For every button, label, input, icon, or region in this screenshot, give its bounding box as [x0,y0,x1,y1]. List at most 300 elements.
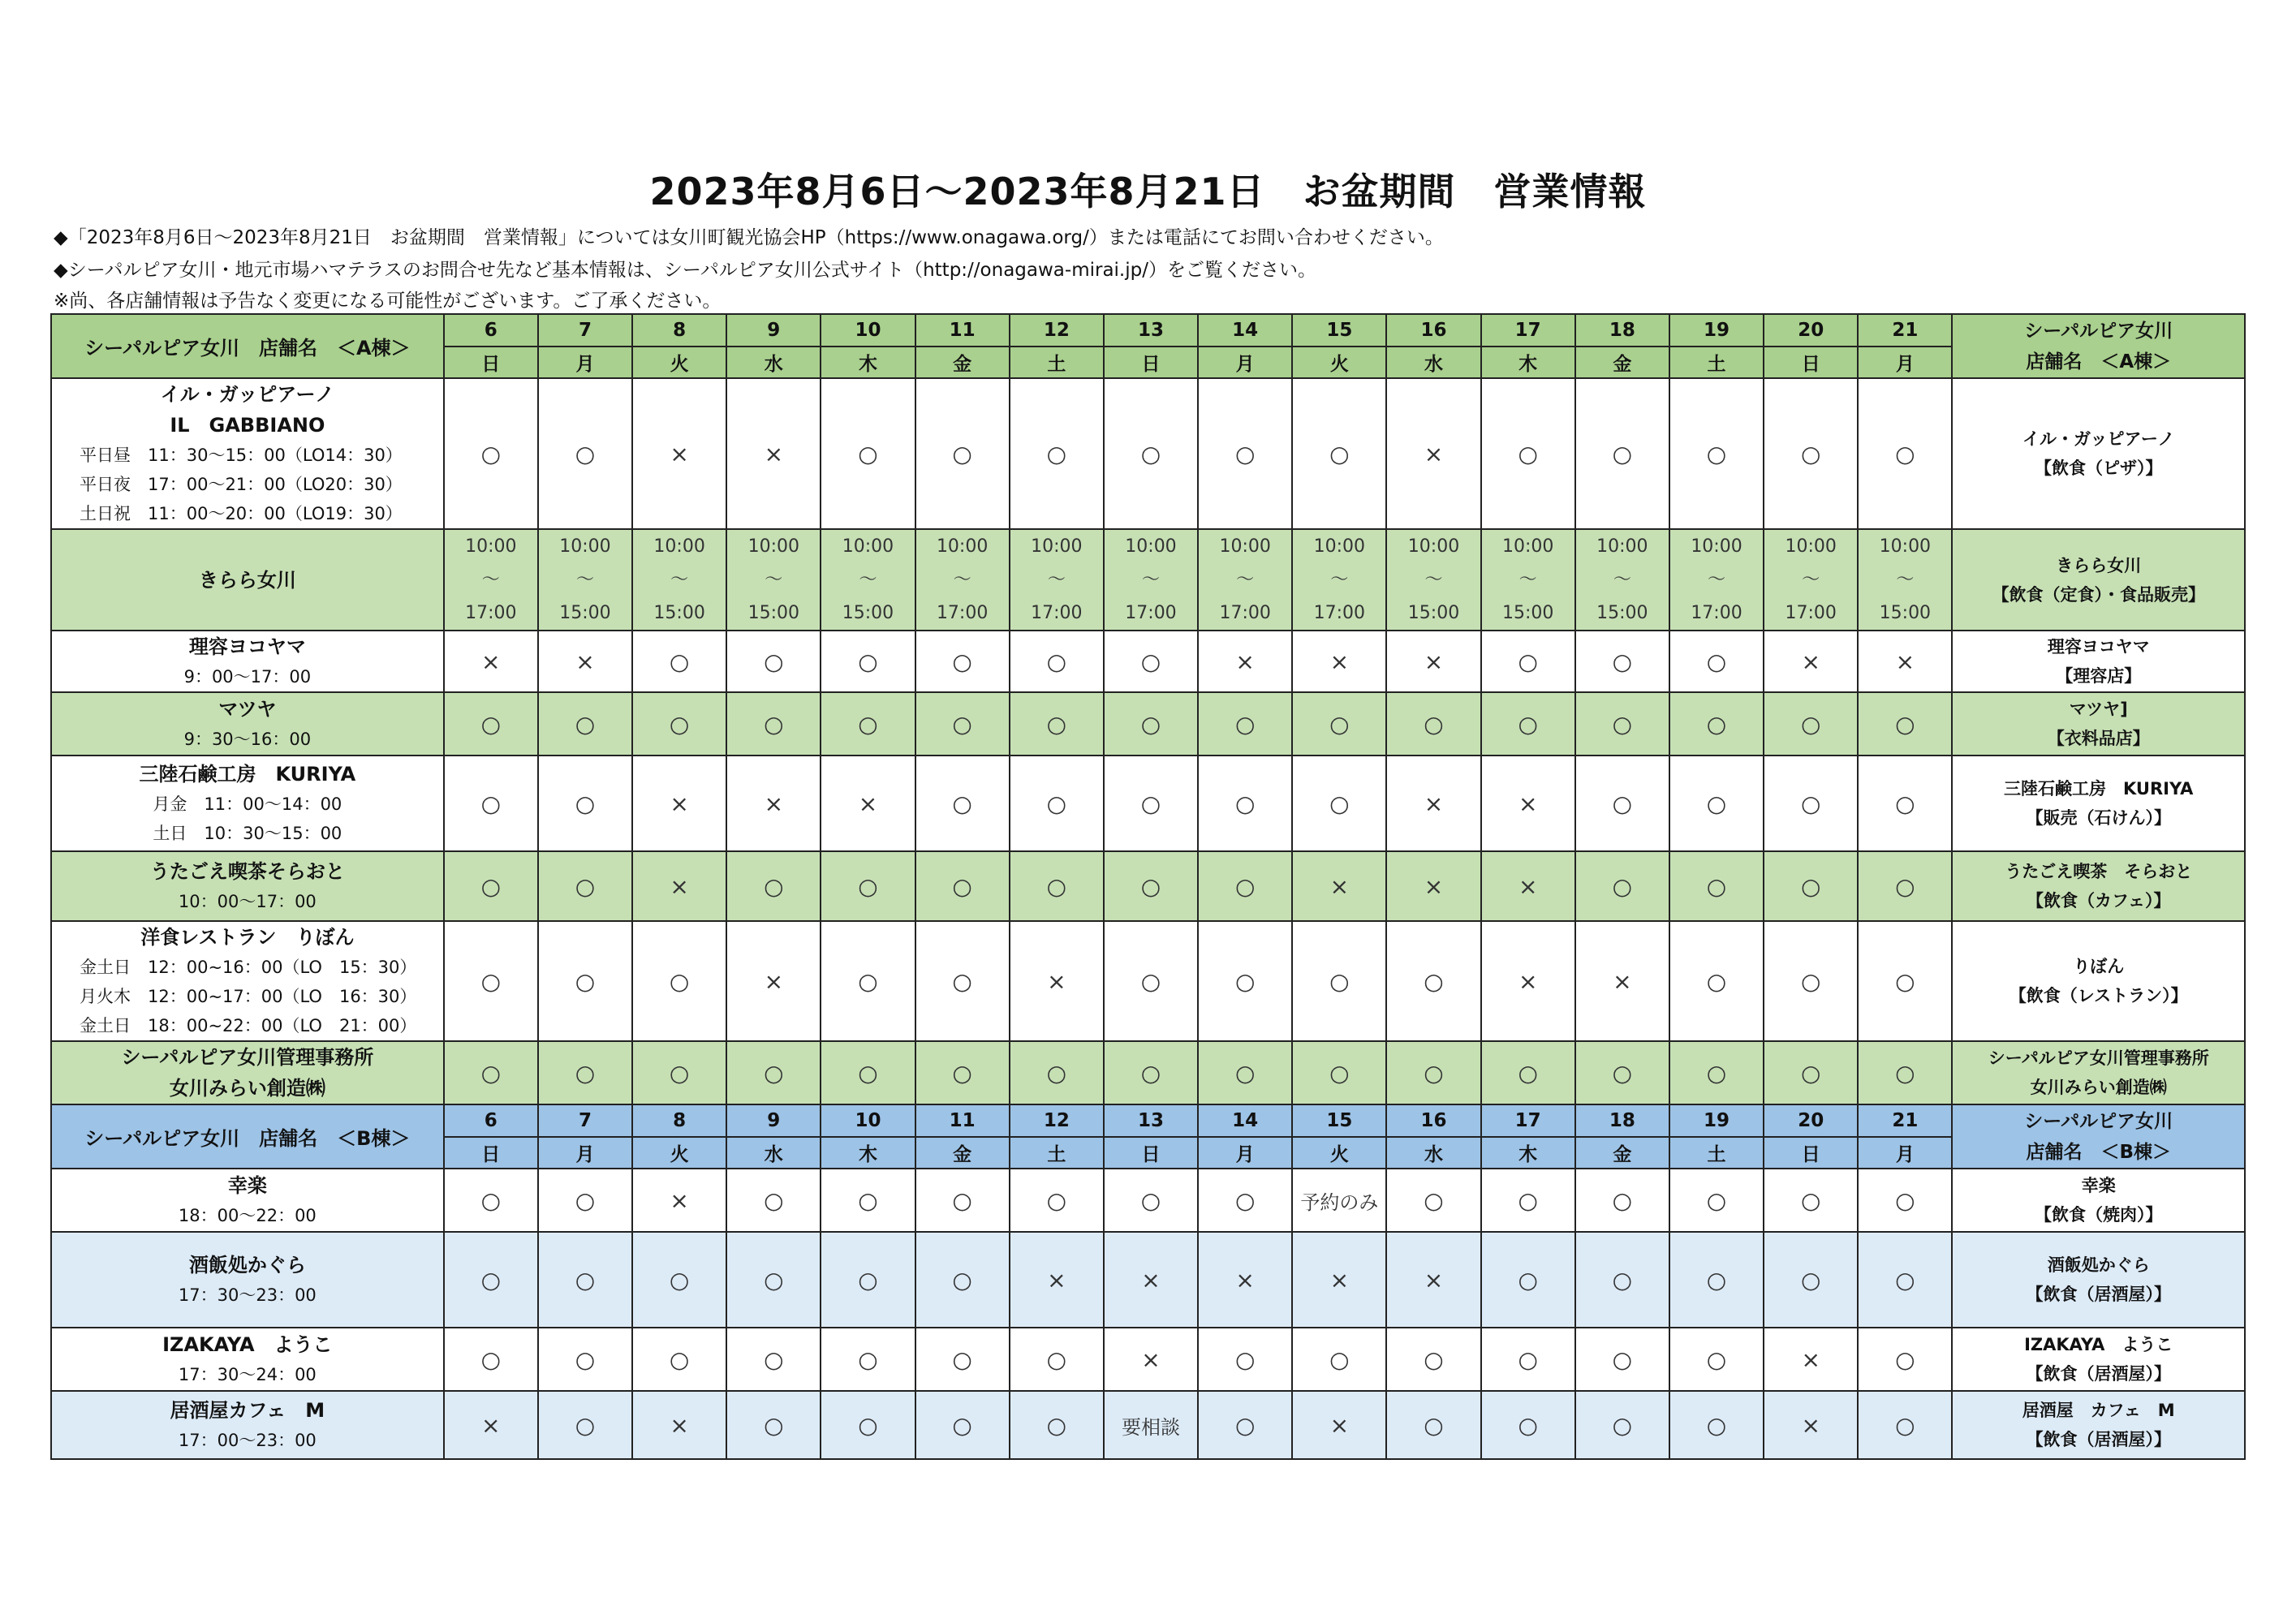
open-mark: ○ [1669,1169,1764,1232]
shop-hours: 17：30～24：00 [178,1365,317,1384]
time-range-text: 15:00 [653,603,705,623]
time-range-text: 17:00 [1031,603,1083,623]
day-number: 16 [1386,1104,1480,1137]
weekday: 月 [538,1137,632,1169]
open-mark: ○ [1010,1328,1104,1391]
closed-mark: × [1386,851,1480,921]
day-number: 19 [1669,314,1764,347]
shop-name-cell [51,529,444,631]
open-mark: ○ [1104,692,1198,756]
open-mark: ○ [444,756,538,851]
open-mark: ○ [1575,692,1669,756]
open-mark: ○ [1292,756,1386,851]
weekday: 木 [1481,347,1575,378]
closed-mark: × [1481,756,1575,851]
open-mark: ○ [632,921,726,1041]
shop-category-cell [1952,1391,2245,1459]
open-mark: ○ [1386,1169,1480,1232]
shop-name: IL GABBIANO [170,414,325,437]
open-mark: ○ [1010,1391,1104,1459]
shop-name: マツヤ [218,698,277,721]
open-mark: ○ [1575,1169,1669,1232]
time-range-text: 10:00 [936,536,989,557]
open-mark: ○ [1198,1169,1292,1232]
weekday: 水 [726,347,821,378]
time-range-text: 10:00 [747,536,799,557]
open-mark: ○ [821,378,915,529]
category-label: 【飲食（レストラン）】 [2009,986,2188,1005]
weekday: 月 [1198,1137,1292,1169]
weekday: 木 [821,1137,915,1169]
open-mark: ○ [726,692,821,756]
weekday: 月 [1858,347,1952,378]
day-number: 12 [1010,1104,1104,1137]
time-range-text: 10:00 [1879,536,1932,557]
closed-mark: × [1104,1328,1198,1391]
note-mark: 予約のみ [1292,1169,1386,1232]
closed-mark: × [1386,378,1480,529]
open-mark: ○ [1010,756,1104,851]
open-mark: ○ [1292,921,1386,1041]
header-right-line: 店舗名 ＜A棟＞ [2026,351,2172,372]
time-range-cell [1198,529,1292,631]
open-mark: ○ [1386,1328,1480,1391]
open-mark: ○ [1858,851,1952,921]
time-range-text: ～ [1047,570,1066,590]
closed-mark: × [1198,1232,1292,1328]
open-mark: ○ [1198,1041,1292,1104]
open-mark: ○ [538,692,632,756]
time-range-text: 17:00 [1219,603,1271,623]
time-range-text: 10:00 [1785,536,1837,557]
shop-name-cell [51,1328,444,1391]
shop-hours: 18：00～22：00 [178,1206,317,1225]
open-mark: ○ [1764,921,1858,1041]
category-label: 【飲食（焼肉）】 [2034,1205,2163,1225]
open-mark: ○ [1481,1328,1575,1391]
day-number: 16 [1386,314,1480,347]
open-mark: ○ [1575,631,1669,692]
time-range-text: 10:00 [1219,536,1271,557]
open-mark: ○ [1198,378,1292,529]
header-right-line: シーパルピア女川 [2024,320,2173,342]
category-label: 【理容店】 [2056,666,2142,686]
closed-mark: × [1764,631,1858,692]
open-mark: ○ [632,1328,726,1391]
shop-name: 理容ヨコヤマ [188,635,306,658]
open-mark: ○ [632,631,726,692]
shop-name-cell [51,851,444,921]
open-mark: ○ [1575,1391,1669,1459]
shop-row [51,1041,2245,1104]
time-range-text: 15:00 [1407,603,1460,623]
open-mark: ○ [1575,1232,1669,1328]
category-label: 【飲食（居酒屋）】 [2026,1364,2171,1384]
open-mark: ○ [1010,692,1104,756]
open-mark: ○ [821,1391,915,1459]
shop-row [51,1328,2245,1391]
closed-mark: × [1481,851,1575,921]
open-mark: ○ [726,1391,821,1459]
weekday: 日 [1764,1137,1858,1169]
category-label: 【飲食（カフェ）】 [2027,891,2171,911]
open-mark: ○ [821,1232,915,1328]
category-shop-name: イル・ガッピアーノ [2022,429,2175,449]
time-range-cell [1386,529,1480,631]
open-mark: ○ [821,851,915,921]
open-mark: ○ [1481,1169,1575,1232]
open-mark: ○ [915,631,1010,692]
open-mark: ○ [444,851,538,921]
shop-category-cell [1952,1232,2245,1328]
day-number: 10 [821,1104,915,1137]
shop-name: 酒飯処かぐら [188,1254,306,1276]
open-mark: ○ [915,692,1010,756]
open-mark: ○ [821,1328,915,1391]
shop-hours: 9：30～16：00 [183,730,312,749]
category-shop-name: マツヤ] [2069,700,2128,719]
weekday: 月 [1198,347,1292,378]
shop-name: 洋食レストラン りぼん [140,926,355,949]
open-mark: ○ [1858,1041,1952,1104]
shop-category-cell [1952,1169,2245,1232]
time-range-text: ～ [1330,570,1349,590]
closed-mark: × [1292,1391,1386,1459]
shop-category-cell [1952,1328,2245,1391]
open-mark: ○ [1575,378,1669,529]
time-range-text: ～ [1424,570,1443,590]
shop-category-cell [1952,378,2245,529]
shop-name: シーパルピア女川管理事務所 [121,1046,374,1069]
category-label: 【飲食（居酒屋）】 [2026,1285,2171,1304]
open-mark: ○ [1010,851,1104,921]
open-mark: ○ [1481,692,1575,756]
closed-mark: × [1386,1232,1480,1328]
day-number: 20 [1764,314,1858,347]
weekday: 金 [1575,1137,1669,1169]
time-range-text: 10:00 [559,536,611,557]
weekday: 土 [1010,1137,1104,1169]
open-mark: ○ [1386,692,1480,756]
note-line: ※尚、各店舗情報は予告なく変更になる可能性がございます。ご了承ください。 [54,291,722,312]
open-mark: ○ [1010,1169,1104,1232]
closed-mark: × [1198,631,1292,692]
shop-name-cell [51,631,444,692]
weekday: 土 [1010,347,1104,378]
open-mark: ○ [1010,631,1104,692]
time-range-text: 15:00 [842,603,894,623]
open-mark: ○ [1575,1328,1669,1391]
time-range-cell [444,529,538,631]
header-shop-label: シーパルピア女川 店舗名 ＜B棟＞ [51,1104,444,1169]
day-number: 14 [1198,314,1292,347]
open-mark: ○ [1104,756,1198,851]
weekday: 日 [1104,1137,1198,1169]
time-range-text: 17:00 [1785,603,1837,623]
header-row [51,1104,2245,1137]
time-range-text: ～ [1518,570,1537,590]
time-range-text: ～ [1896,570,1915,590]
category-shop-name: 居酒屋 カフェ M [2022,1401,2175,1420]
time-range-cell [632,529,726,631]
open-mark: ○ [821,1041,915,1104]
day-number: 21 [1858,1104,1952,1137]
closed-mark: × [726,756,821,851]
time-range-text: ～ [859,570,877,590]
shop-row [51,851,2245,921]
open-mark: ○ [1764,851,1858,921]
closed-mark: × [444,631,538,692]
open-mark: ○ [1104,1169,1198,1232]
time-range-text: ～ [953,570,971,590]
shop-name: うたごえ喫茶そらおと [149,860,345,883]
open-mark: ○ [821,921,915,1041]
day-number: 8 [632,1104,726,1137]
open-mark: ○ [1669,378,1764,529]
time-range-text: 10:00 [1691,536,1742,557]
weekday: 火 [632,1137,726,1169]
shop-category-cell [1952,756,2245,851]
closed-mark: × [1292,1232,1386,1328]
closed-mark: × [1481,921,1575,1041]
time-range-text: 10:00 [1125,536,1177,557]
open-mark: ○ [444,1232,538,1328]
shop-row [51,529,2245,631]
time-range-text: 15:00 [1879,603,1932,623]
open-mark: ○ [1104,921,1198,1041]
open-mark: ○ [1575,756,1669,851]
day-number: 21 [1858,314,1952,347]
weekday: 水 [1386,347,1480,378]
day-number: 9 [726,1104,821,1137]
open-mark: ○ [1198,1328,1292,1391]
open-mark: ○ [632,692,726,756]
shop-name: 女川みらい創造㈱ [169,1077,325,1100]
time-range-cell [538,529,632,631]
time-range-text: 10:00 [1031,536,1083,557]
open-mark: ○ [538,378,632,529]
open-mark: ○ [726,851,821,921]
day-number: 7 [538,1104,632,1137]
open-mark: ○ [538,1232,632,1328]
shop-hours: 10：00～17：00 [178,892,317,911]
open-mark: ○ [1104,631,1198,692]
open-mark: ○ [444,692,538,756]
weekday: 土 [1669,1137,1764,1169]
shop-hours: 17：00～23：00 [178,1431,317,1450]
category-label: 【販売（石けん）】 [2026,808,2171,828]
header-right-line: シーパルピア女川 [2024,1110,2173,1132]
closed-mark: × [821,756,915,851]
open-mark: ○ [1669,1041,1764,1104]
day-number: 20 [1764,1104,1858,1137]
shop-hours: 土日 10：30～15：00 [153,824,342,843]
header-right-label [1952,314,2245,378]
shop-name-cell [51,692,444,756]
time-range-text: 10:00 [842,536,894,557]
shop-name: 三陸石鹸工房 KURIYA [139,763,356,786]
open-mark: ○ [1198,1391,1292,1459]
shop-category-cell [1952,1041,2245,1104]
open-mark: ○ [1481,1232,1575,1328]
shop-hours: 平日昼 11：30～15：00（LO14：30） [80,446,403,465]
closed-mark: × [444,1391,538,1459]
open-mark: ○ [1198,756,1292,851]
time-range-text: ～ [1613,570,1631,590]
open-mark: ○ [1292,1328,1386,1391]
open-mark: ○ [1292,378,1386,529]
weekday: 火 [1292,347,1386,378]
time-range-text: 15:00 [1501,603,1554,623]
open-mark: ○ [444,921,538,1041]
shop-name: 居酒屋カフェ M [170,1399,325,1422]
day-number: 10 [821,314,915,347]
open-mark: ○ [915,1391,1010,1459]
open-mark: ○ [1858,756,1952,851]
open-mark: ○ [1104,1041,1198,1104]
shop-hours: 月火木 12：00~17：00（LO 16：30） [80,987,417,1006]
closed-mark: × [632,378,726,529]
open-mark: ○ [1669,851,1764,921]
open-mark: ○ [1010,1041,1104,1104]
open-mark: ○ [1198,921,1292,1041]
open-mark: ○ [915,851,1010,921]
category-shop-name: IZAKAYA ようこ [2024,1335,2173,1354]
open-mark: ○ [444,1169,538,1232]
category-shop-name: きらら女川 [2056,555,2142,575]
weekday: 水 [1386,1137,1480,1169]
schedule-table [50,313,2246,1460]
header-right-label [1952,1104,2245,1169]
time-range-cell [1010,529,1104,631]
open-mark: ○ [1764,1041,1858,1104]
time-range-cell [821,529,915,631]
open-mark: ○ [726,631,821,692]
day-number: 19 [1669,1104,1764,1137]
shop-name-cell [51,921,444,1041]
open-mark: ○ [1481,1391,1575,1459]
shop-row [51,756,2245,851]
open-mark: ○ [1010,378,1104,529]
shop-name: きらら女川 [198,568,296,592]
weekday: 月 [538,347,632,378]
time-range-cell [915,529,1010,631]
shop-category-cell [1952,921,2245,1041]
closed-mark: × [1010,921,1104,1041]
time-range-text: ～ [765,570,783,590]
time-range-text: ～ [1802,570,1820,590]
open-mark: ○ [1104,378,1198,529]
open-mark: ○ [821,692,915,756]
time-range-cell [1292,529,1386,631]
category-shop-name: シーパルピア女川管理事務所 [1988,1048,2209,1068]
shop-row [51,378,2245,529]
open-mark: ○ [915,378,1010,529]
open-mark: ○ [1764,378,1858,529]
shop-hours: 17：30～23：00 [178,1285,317,1305]
weekday: 金 [915,1137,1010,1169]
shop-row [51,692,2245,756]
closed-mark: × [632,756,726,851]
open-mark: ○ [1764,692,1858,756]
open-mark: ○ [915,1232,1010,1328]
time-range-text: ～ [670,570,689,590]
open-mark: ○ [1481,378,1575,529]
category-label: 【飲食（ピザ）】 [2034,458,2163,478]
day-number: 18 [1575,1104,1669,1137]
open-mark: ○ [538,851,632,921]
day-number: 8 [632,314,726,347]
category-label: 【衣料品店】 [2047,729,2150,748]
open-mark: ○ [1858,378,1952,529]
open-mark: ○ [1386,1041,1480,1104]
weekday: 日 [1104,347,1198,378]
shop-name-cell [51,378,444,529]
time-range-cell [1858,529,1952,631]
day-number: 6 [444,314,538,347]
shop-name-cell [51,1041,444,1104]
open-mark: ○ [1575,851,1669,921]
open-mark: ○ [1669,1391,1764,1459]
category-shop-name: 三陸石鹸工房 KURIYA [2004,779,2194,799]
day-number: 7 [538,314,632,347]
weekday: 水 [726,1137,821,1169]
shop-hours: 平日夜 17：00～21：00（LO20：30） [80,475,403,494]
open-mark: ○ [1481,1041,1575,1104]
open-mark: ○ [1858,1391,1952,1459]
day-number: 12 [1010,314,1104,347]
day-number: 14 [1198,1104,1292,1137]
header-row [51,314,2245,347]
time-range-text: 15:00 [1596,603,1648,623]
shop-hours: 月金 11：00～14：00 [153,794,342,814]
note-line: ◆「2023年8月6日～2023年8月21日 お盆期間 営業情報」については女川町観光協会HP（https://www.onagawa.org/）または電話にてお問い合わせください。 [54,227,1444,248]
open-mark: ○ [1669,1328,1764,1391]
open-mark: ○ [915,1169,1010,1232]
open-mark: ○ [1764,1169,1858,1232]
open-mark: ○ [726,1328,821,1391]
time-range-text: ～ [1708,570,1726,590]
time-range-cell [726,529,821,631]
shop-category-cell [1952,529,2245,631]
open-mark: ○ [915,756,1010,851]
weekday: 日 [444,347,538,378]
time-range-text: 17:00 [936,603,989,623]
day-number: 17 [1481,314,1575,347]
open-mark: ○ [1386,921,1480,1041]
time-range-text: ～ [1236,570,1255,590]
closed-mark: × [632,1391,726,1459]
category-shop-name: うたごえ喫茶 そらおと [2005,862,2193,881]
closed-mark: × [1858,631,1952,692]
time-range-cell [1481,529,1575,631]
closed-mark: × [538,631,632,692]
closed-mark: × [726,378,821,529]
day-number: 15 [1292,314,1386,347]
closed-mark: × [1575,921,1669,1041]
shop-category-cell [1952,631,2245,692]
weekday: 月 [1858,1137,1952,1169]
closed-mark: × [1764,1391,1858,1459]
open-mark: ○ [538,1328,632,1391]
closed-mark: × [1386,756,1480,851]
time-range-text: 17:00 [465,603,517,623]
weekday: 木 [821,347,915,378]
open-mark: ○ [632,1041,726,1104]
open-mark: ○ [1198,851,1292,921]
closed-mark: × [632,851,726,921]
open-mark: ○ [1858,921,1952,1041]
